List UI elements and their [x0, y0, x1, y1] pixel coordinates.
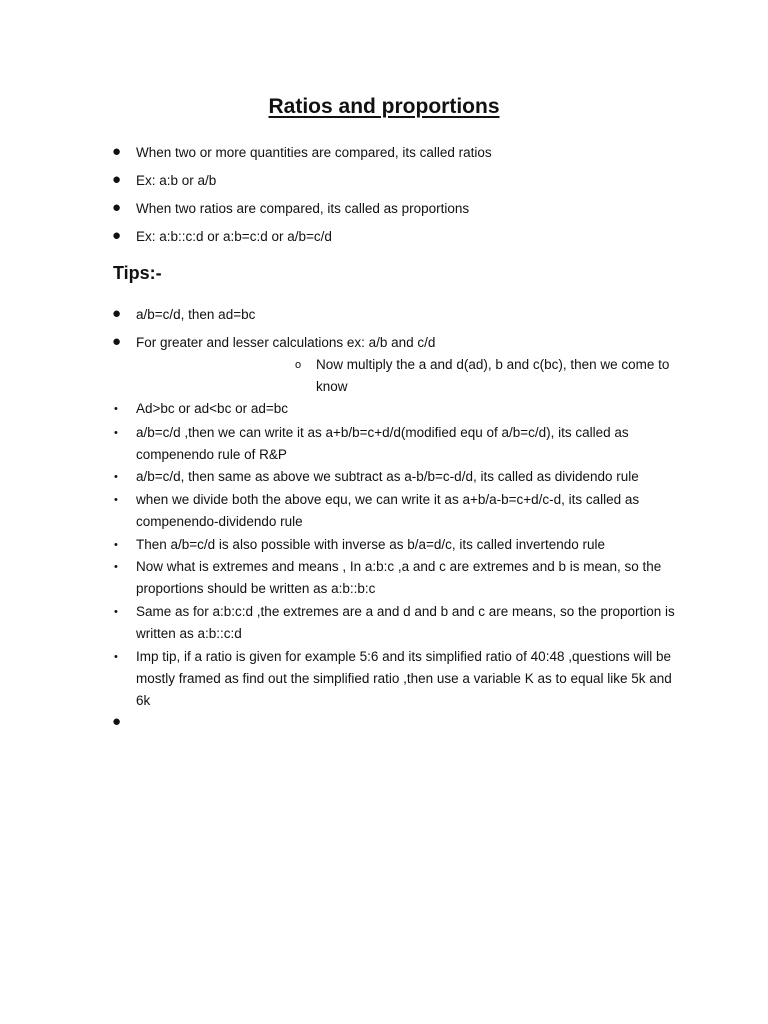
bullet-icon: ●: [112, 199, 122, 216]
bullet-icon: ●: [112, 227, 122, 244]
bullet-icon: ●: [112, 171, 122, 188]
rule-item: when we divide both the above equ, we can write it as a+b/a-b=c+d/c-d, its called as compenendo-dividendo rule: [136, 492, 640, 529]
bullet-icon: •: [114, 651, 118, 663]
rule-item: Now what is extremes and means , In a:b:c ,a and c are extremes and b is mean, so the proportions should be written as a:b::b:c: [136, 559, 662, 596]
bullet-icon: •: [114, 427, 118, 439]
bullet-icon: •: [114, 606, 118, 618]
bullet-icon: •: [114, 403, 118, 415]
rule-item: Then a/b=c/d is also possible with inverse as b/a=d/c, its called invertendo rule: [136, 537, 606, 552]
bullet-icon: •: [114, 471, 118, 483]
bullet-icon: ●: [112, 305, 122, 322]
intro-item: When two ratios are compared, its called as proportions: [136, 201, 470, 216]
rule-item: Ad>bc or ad<bc or ad=bc: [136, 401, 288, 416]
rule-item: a/b=c/d, then same as above we subtract as a-b/b=c-d/d, its called as dividendo rule: [136, 469, 639, 484]
bullet-icon: ●: [112, 333, 122, 350]
empty-bullet-icon: ●: [112, 713, 122, 730]
intro-item: Ex: a:b or a/b: [136, 173, 217, 188]
tips-item: For greater and lesser calculations ex: a/b and c/d: [136, 335, 436, 350]
rule-item: Same as for a:b:c:d ,the extremes are a and d and b and c are means, so the proportion is written as a:b::c:d: [136, 604, 675, 641]
bullet-icon: •: [114, 561, 118, 573]
tips-sub-item: Now multiply the a and d(ad), b and c(bc), then we come to know: [316, 357, 670, 394]
bullet-icon: •: [114, 494, 118, 506]
intro-item: When two or more quantities are compared, its called ratios: [136, 145, 492, 160]
bullet-icon: •: [114, 539, 118, 551]
intro-item: Ex: a:b::c:d or a:b=c:d or a/b=c/d: [136, 229, 332, 244]
sub-bullet-icon: o: [295, 359, 302, 371]
tips-item: a/b=c/d, then ad=bc: [136, 307, 256, 322]
tips-heading: Tips:-: [113, 263, 162, 283]
rule-item: a/b=c/d ,then we can write it as a+b/b=c+d/d(modified equ of a/b=c/d), its called as compenendo rule of R&P: [136, 425, 629, 462]
bullet-icon: ●: [112, 143, 122, 160]
rule-item: Imp tip, if a ratio is given for example 5:6 and its simplified ratio of 40:48 ,questions will be mostly framed as find out the simplified ratio ,then use a variable K as to equal like 5k and 6k: [136, 649, 672, 708]
page-title: Ratios and proportions: [268, 95, 500, 118]
